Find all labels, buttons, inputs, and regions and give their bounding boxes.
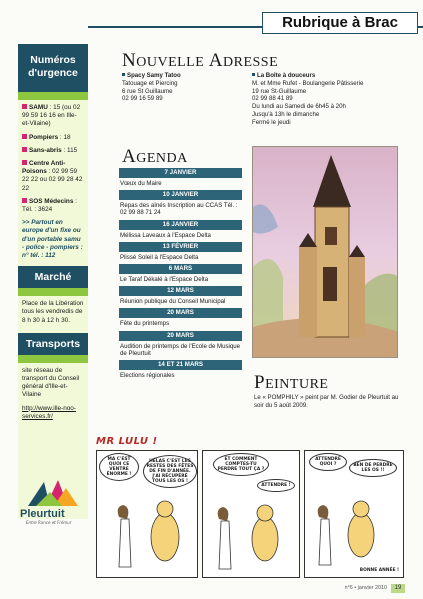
urgence-list <box>18 100 88 260</box>
square-bullet-icon <box>122 73 125 76</box>
transports-block <box>18 363 88 421</box>
urgence-item: Pompiers : 18 <box>22 134 84 142</box>
urgence-item: Sans-abris : 115 <box>22 147 84 155</box>
agenda-event: 20 MARS Fête du printemps <box>119 308 242 327</box>
marche-accent <box>18 288 88 296</box>
agenda-event: 14 ET 21 MARS Elections régionales <box>119 360 242 379</box>
comic-title: MR LULU ! <box>96 436 158 447</box>
transports-accent <box>18 355 88 363</box>
transports-link[interactable]: http://www.ille-noo-services.fr/ <box>22 404 76 420</box>
agenda-event: 10 JANVIER Repas des aînés Inscription au CCAS Tél. : 02 99 88 71 24 <box>119 190 242 216</box>
urgence-title-line2: d'urgence <box>28 67 78 79</box>
logo-name: Pleurtuit <box>20 508 65 520</box>
speech-bubble: MA C'EST QUOI CE VENTRE ÉNORME ! <box>99 453 139 481</box>
square-bullet-icon <box>252 73 255 76</box>
agenda-event: 7 JANVIER Vœux du Maire <box>119 168 242 187</box>
transports-text: site réseau de transport du Conseil général d'Ille-et-Vilaine <box>22 366 80 399</box>
nouvelle-adresse-title: NOUVELLE ADRESSE <box>122 50 279 71</box>
rubrique-title: Rubrique à Brac <box>262 12 418 34</box>
bullet-icon <box>22 134 27 139</box>
peinture-caption: Le « POMPHILY » peint par M. Godier de Pleurtuit au soir du 5 août 2009. <box>254 394 399 409</box>
agenda-event: 13 FÉVRIER Plissé Soleil à l'Espace Delta <box>119 242 242 261</box>
issue-info: n°6 • janvier 2010 <box>344 585 387 591</box>
characters-icon <box>305 499 403 575</box>
peinture-title: PEINTURE <box>254 372 329 393</box>
logo-mark-icon <box>24 478 80 508</box>
characters-icon <box>97 497 197 577</box>
bullet-icon <box>22 160 27 165</box>
comic-panel-2 <box>202 450 300 578</box>
urgence-item: SAMU : 15 (ou 02 99 59 16 16 en Ille-et-Vilaine) <box>22 104 81 128</box>
agenda-event: 16 JANVIER Mélissa Laveaux à l'Espace Delta <box>119 220 242 239</box>
agenda-event: 12 MARS Réunion publique du Conseil Municipal <box>119 286 242 305</box>
bullet-icon <box>22 147 27 152</box>
europe-alert: >> Partout en europe d'un fixe ou d'un portable samu - police - pompiers : n° tél. : 112 <box>22 219 83 260</box>
urgence-heading <box>18 44 88 92</box>
transports-heading: Transports <box>18 333 88 355</box>
speech-bubble: BEN DE PERDRE LES OS !! <box>349 459 397 477</box>
comic-panel-3 <box>304 450 404 578</box>
characters-icon <box>203 501 299 577</box>
urgence-title-line1: Numéros <box>30 54 76 66</box>
painting-pomphily <box>252 146 398 358</box>
speech-bubble: ATTENDRE QUOI ? <box>309 453 347 471</box>
page-number: 19 <box>391 584 405 593</box>
urgence-accent <box>18 92 88 100</box>
agenda-event: 6 MARS Le Taraf Dékalé à l'Espace Delta <box>119 264 242 283</box>
pleurtuit-logo <box>20 478 86 524</box>
speech-bubble: ATTENDRE ! <box>257 479 295 492</box>
agenda-title: AGENDA <box>122 146 188 167</box>
marche-heading: Marché <box>18 266 88 288</box>
urgence-item: SOS Médecins : Tél. : 3624 <box>22 197 77 214</box>
bullet-icon <box>22 198 27 203</box>
sidebar <box>18 44 88 519</box>
adresse-tattoo: Spacy Samy Tatoo Tatouage et Piercing 6 rue St Guillaume 02 99 16 59 89 <box>122 72 181 103</box>
speech-bubble: HÉLAS C'EST LES RESTES DES FÊTES DE FIN D'ANNÉE. J'AI RÉCUPÉRÉ TOUS LES OS ! <box>143 455 197 488</box>
marche-text: Place de la Libération tous les vendredis de 8 h 30 à 12 h 30. <box>22 300 84 324</box>
header-bar <box>0 6 423 30</box>
bullet-icon <box>22 104 27 109</box>
agenda-list <box>119 168 242 382</box>
page-footer <box>345 584 405 593</box>
agenda-event: 20 MARS Audition de printemps de l'Ecole de Musique de Pleurtuit <box>120 331 241 357</box>
comic-panel-1 <box>96 450 198 578</box>
speech-bubble: ET COMMENT COMPTES-TU PERDRE TOUT ÇA ? <box>213 453 269 476</box>
logo-tagline: Entre Rance et Frémur <box>26 520 72 525</box>
adresse-boulangerie: La Boîte à douceurs M. et Mme Rufet - Boulangerie Pâtisserie 19 rue St-Guillaume 02 99 88 41 89 Du lundi au Samedi de 6h45 à 20h Jusqu'à 13h le dimanche Fermé le jeudi <box>252 72 364 126</box>
urgence-item: Centre Anti-Poisons : 02 99 59 22 22 ou 02 99 28 42 22 <box>22 160 83 192</box>
tower-painting-icon <box>253 147 398 358</box>
comic-strip <box>88 436 406 579</box>
bonne-annee-caption: BONNE ANNÉE ! <box>359 568 399 573</box>
